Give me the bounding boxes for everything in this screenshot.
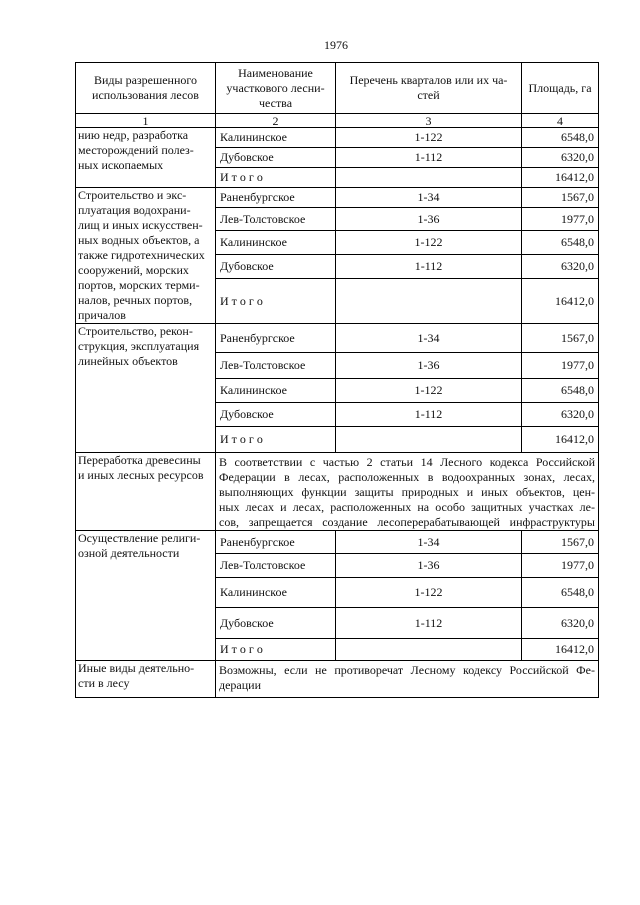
header-line: стей <box>417 88 440 102</box>
quarters-cell: 1-34 <box>336 531 522 554</box>
quarters-cell: 1-34 <box>336 188 522 208</box>
column-number-row <box>76 114 599 128</box>
total-label: И т о г о <box>216 168 336 188</box>
table-row <box>76 188 599 208</box>
use-type-line: Строительство, рекон- <box>78 324 193 338</box>
table-row <box>76 324 599 353</box>
note-line: сов, запрещается создание лесоперерабатывающей инфраструктуры <box>219 515 595 529</box>
total-label: И т о г о <box>216 427 336 453</box>
header-line: Площадь, га <box>528 80 592 95</box>
forestry-cell: Калининское <box>216 128 336 148</box>
column-number: 2 <box>216 114 336 128</box>
use-type-line: Иные виды деятельно- <box>78 661 195 675</box>
use-type-cell <box>76 188 216 324</box>
quarters-cell <box>336 279 522 324</box>
area-cell: 6320,0 <box>522 608 599 639</box>
forestry-cell: Калининское <box>216 231 336 255</box>
note-line: В соответствии с частью 2 статьи 14 Лесного кодекса Российской <box>219 455 595 469</box>
quarters-cell <box>336 168 522 188</box>
header-line: Перечень кварталов или их ча- <box>349 73 508 87</box>
quarters-cell: 1-122 <box>336 231 522 255</box>
use-type-line: Переработка древесины <box>78 453 201 467</box>
quarters-cell: 1-122 <box>336 379 522 403</box>
use-type-line: лищ и иных искусствен- <box>78 218 203 232</box>
forestry-cell: Раненбургское <box>216 531 336 554</box>
forestry-cell: Лев-Толстовское <box>216 554 336 578</box>
area-cell: 1567,0 <box>522 531 599 554</box>
note-cell <box>216 661 599 698</box>
total-area: 16412,0 <box>522 279 599 324</box>
note-line: Федерации в лесах, расположенных в водоохранных зонах, лесах, <box>219 470 595 484</box>
table-header <box>76 63 599 128</box>
area-cell: 6320,0 <box>522 148 599 168</box>
use-type-line: нию недр, разработка <box>78 128 189 142</box>
use-type-line: также гидротехнических <box>78 248 205 262</box>
quarters-cell: 1-112 <box>336 608 522 639</box>
forestry-cell: Лев-Толстовское <box>216 208 336 231</box>
use-type-line: причалов <box>78 308 126 322</box>
forest-use-table <box>75 62 599 698</box>
header-line: Наименование <box>238 65 313 80</box>
quarters-cell: 1-36 <box>336 554 522 578</box>
total-label: И т о г о <box>216 639 336 661</box>
table-body <box>76 128 599 698</box>
note-line: дерации <box>219 678 262 692</box>
use-type-line: линейных объектов <box>78 354 178 368</box>
total-area: 16412,0 <box>522 168 599 188</box>
column-number: 3 <box>336 114 522 128</box>
column-number: 4 <box>522 114 599 128</box>
use-type-line: месторождений полез- <box>78 143 194 157</box>
use-type-line: струкция, эксплуатация <box>78 339 200 353</box>
quarters-cell <box>336 427 522 453</box>
header-line: чества <box>258 95 293 110</box>
header-line: участкового лесни- <box>226 80 325 95</box>
area-cell: 6320,0 <box>522 255 599 279</box>
area-cell: 1567,0 <box>522 324 599 353</box>
use-type-line: Строительство и экс- <box>78 188 187 202</box>
forestry-cell: Раненбургское <box>216 324 336 353</box>
quarters-cell: 1-36 <box>336 353 522 379</box>
use-type-cell <box>76 128 216 188</box>
area-cell: 1977,0 <box>522 554 599 578</box>
total-area: 16412,0 <box>522 639 599 661</box>
use-type-cell <box>76 661 216 698</box>
note-row <box>76 661 599 698</box>
use-type-line: Осуществление религи- <box>78 531 201 545</box>
area-cell: 1977,0 <box>522 208 599 231</box>
area-cell: 6548,0 <box>522 379 599 403</box>
note-line: выполняющих функции защиты природных и иных объектов, цен- <box>219 485 595 499</box>
use-type-cell <box>76 453 216 531</box>
use-type-line: портов, морских терми- <box>78 278 200 292</box>
total-area: 16412,0 <box>522 427 599 453</box>
use-type-line: сти в лесу <box>78 676 130 690</box>
forestry-cell: Калининское <box>216 578 336 608</box>
forestry-cell: Дубовское <box>216 148 336 168</box>
header-area <box>522 63 599 114</box>
forestry-cell: Дубовское <box>216 608 336 639</box>
quarters-cell: 1-34 <box>336 324 522 353</box>
quarters-cell: 1-122 <box>336 128 522 148</box>
note-row <box>76 453 599 531</box>
quarters-cell: 1-112 <box>336 255 522 279</box>
header-forestry <box>216 63 336 114</box>
area-cell: 6548,0 <box>522 578 599 608</box>
quarters-cell: 1-112 <box>336 403 522 427</box>
forestry-cell: Дубовское <box>216 255 336 279</box>
quarters-cell: 1-36 <box>336 208 522 231</box>
header-quarters <box>336 63 522 114</box>
forestry-cell: Раненбургское <box>216 188 336 208</box>
area-cell: 1567,0 <box>522 188 599 208</box>
forestry-cell: Лев-Толстовское <box>216 353 336 379</box>
use-type-line: ных ископаемых <box>78 158 164 172</box>
area-cell: 6320,0 <box>522 403 599 427</box>
note-line: ных лесах и лесах, расположенных на особо защитных участках ле- <box>219 500 595 514</box>
total-label: И т о г о <box>216 279 336 324</box>
quarters-cell: 1-122 <box>336 578 522 608</box>
header-row <box>76 63 599 114</box>
page-number: 1976 <box>324 38 348 52</box>
note-cell <box>216 453 599 531</box>
forestry-cell: Дубовское <box>216 403 336 427</box>
note-line: Возможны, если не противоречат Лесному кодексу Российской Фе- <box>219 663 595 677</box>
header-line: использования лесов <box>92 88 199 102</box>
use-type-line: сооружений, морских <box>78 263 189 277</box>
area-cell: 1977,0 <box>522 353 599 379</box>
use-type-line: озной деятельности <box>78 546 180 560</box>
forestry-cell: Калининское <box>216 379 336 403</box>
use-type-line: налов, речных портов, <box>78 293 193 307</box>
table-row <box>76 128 599 148</box>
header-use-type <box>76 63 216 114</box>
use-type-cell <box>76 324 216 453</box>
column-number: 1 <box>76 114 216 128</box>
area-cell: 6548,0 <box>522 128 599 148</box>
table-row <box>76 531 599 554</box>
quarters-cell: 1-112 <box>336 148 522 168</box>
use-type-line: плуатация водохрани- <box>78 203 191 217</box>
use-type-line: ных водных объектов, а <box>78 233 200 247</box>
header-line: Виды разрешенного <box>93 73 198 87</box>
use-type-cell <box>76 531 216 661</box>
quarters-cell <box>336 639 522 661</box>
area-cell: 6548,0 <box>522 231 599 255</box>
use-type-line: и иных лесных ресурсов <box>78 468 204 482</box>
